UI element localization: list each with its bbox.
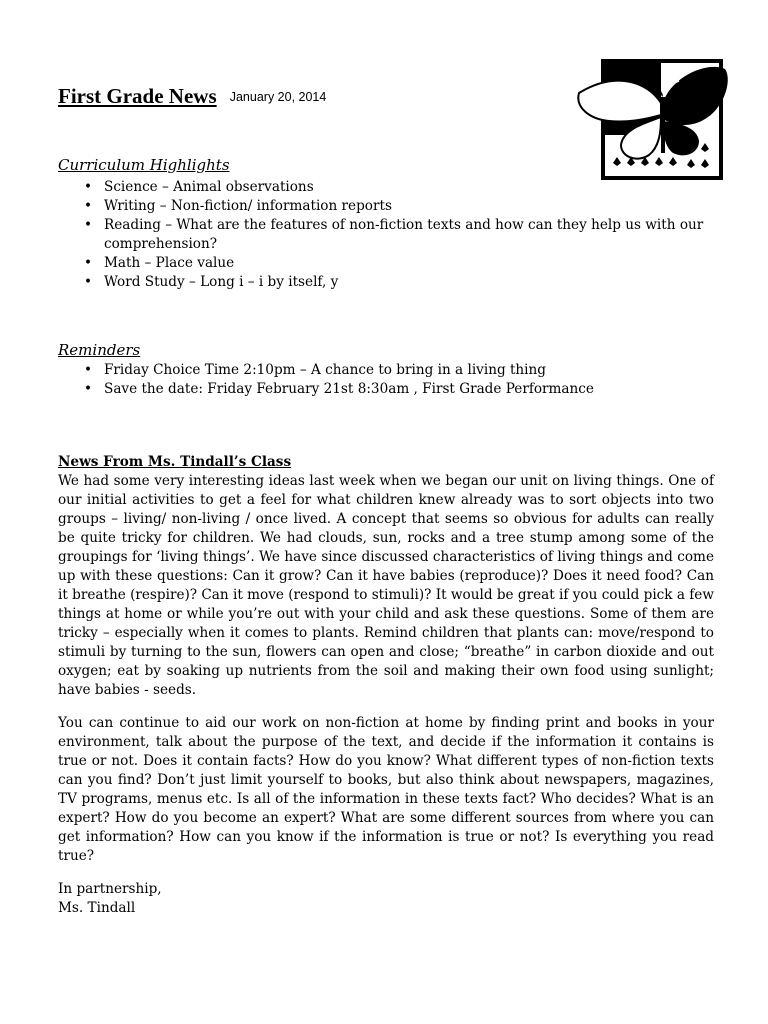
reminders-list — [58, 361, 718, 399]
list-item: • Word Study – Long i – i by itself, y — [58, 273, 718, 292]
news-paragraph-1: We had some very interesting ideas last week when we began our unit on living things. One of our initial activities to get a feel for what children knew already was to sort objects into two groups – living/ non-living / once lived. A concept that seems so obvious for adults can really be quite tricky for children. We had clouds, sun, rocks and a tree stump among some of the groupings for ‘living things’. We have since discussed characteristics of living things and come up with these questions: Can it grow? Can it have babies (reproduce)? Does it need food? Can it breathe (respire)? Can it move (respond to stimuli)? It would be great if you could pick a few things at home or while you’re out with your child and ask these questions. Some of them are tricky – especially when it comes to plants. Remind children that plants can: move/respond to stimuli by turning to the sun, flowers can open and close; “breathe” in carbon dioxide and out oxygen; eat by soaking up nutrients from the soil and making their own food using sunlight; have babies - seeds. — [58, 473, 714, 698]
list-item: • Writing – Non-fiction/ information reports — [58, 197, 718, 216]
list-item: • Math – Place value — [58, 254, 718, 273]
curriculum-list — [58, 178, 718, 292]
list-item: • Reading – What are the features of non-fiction texts and how can they help us with our comprehension? — [58, 216, 718, 254]
news-heading: News From Ms. Tindall’s Class — [58, 454, 292, 470]
curriculum-heading: Curriculum Highlights — [58, 156, 230, 174]
signature-name: Ms. Tindall — [58, 900, 136, 916]
newsletter-date: January 20, 2014 — [229, 90, 327, 104]
list-item: • Friday Choice Time 2:10pm – A chance to bring in a living thing — [58, 361, 718, 380]
butterfly-icon — [575, 57, 735, 182]
closing — [58, 880, 162, 918]
list-item: • Save the date: Friday February 21st 8:30am , First Grade Performance — [58, 380, 718, 399]
newsletter-title: First Grade News — [58, 84, 217, 108]
reminders-heading: Reminders — [58, 341, 141, 359]
header — [58, 84, 326, 109]
news-paragraph-2: You can continue to aid our work on non-fiction at home by finding print and books in your environment, talk about the purpose of the text, and decide if the information it contains is true or not. Does it contain facts? How do you know? What different types of non-fiction texts can you find? Don’t just limit yourself to books, but also think about newspapers, magazines, TV programs, menus etc. Is all of the information in these texts fact? Who decides? What is an expert? How do you become an expert? What are some different sources from where you can get information? How can you know if the information is true or not? Is everything you read true? — [58, 715, 714, 864]
list-item: • Science – Animal observations — [58, 178, 718, 197]
closing-line: In partnership, — [58, 881, 162, 897]
